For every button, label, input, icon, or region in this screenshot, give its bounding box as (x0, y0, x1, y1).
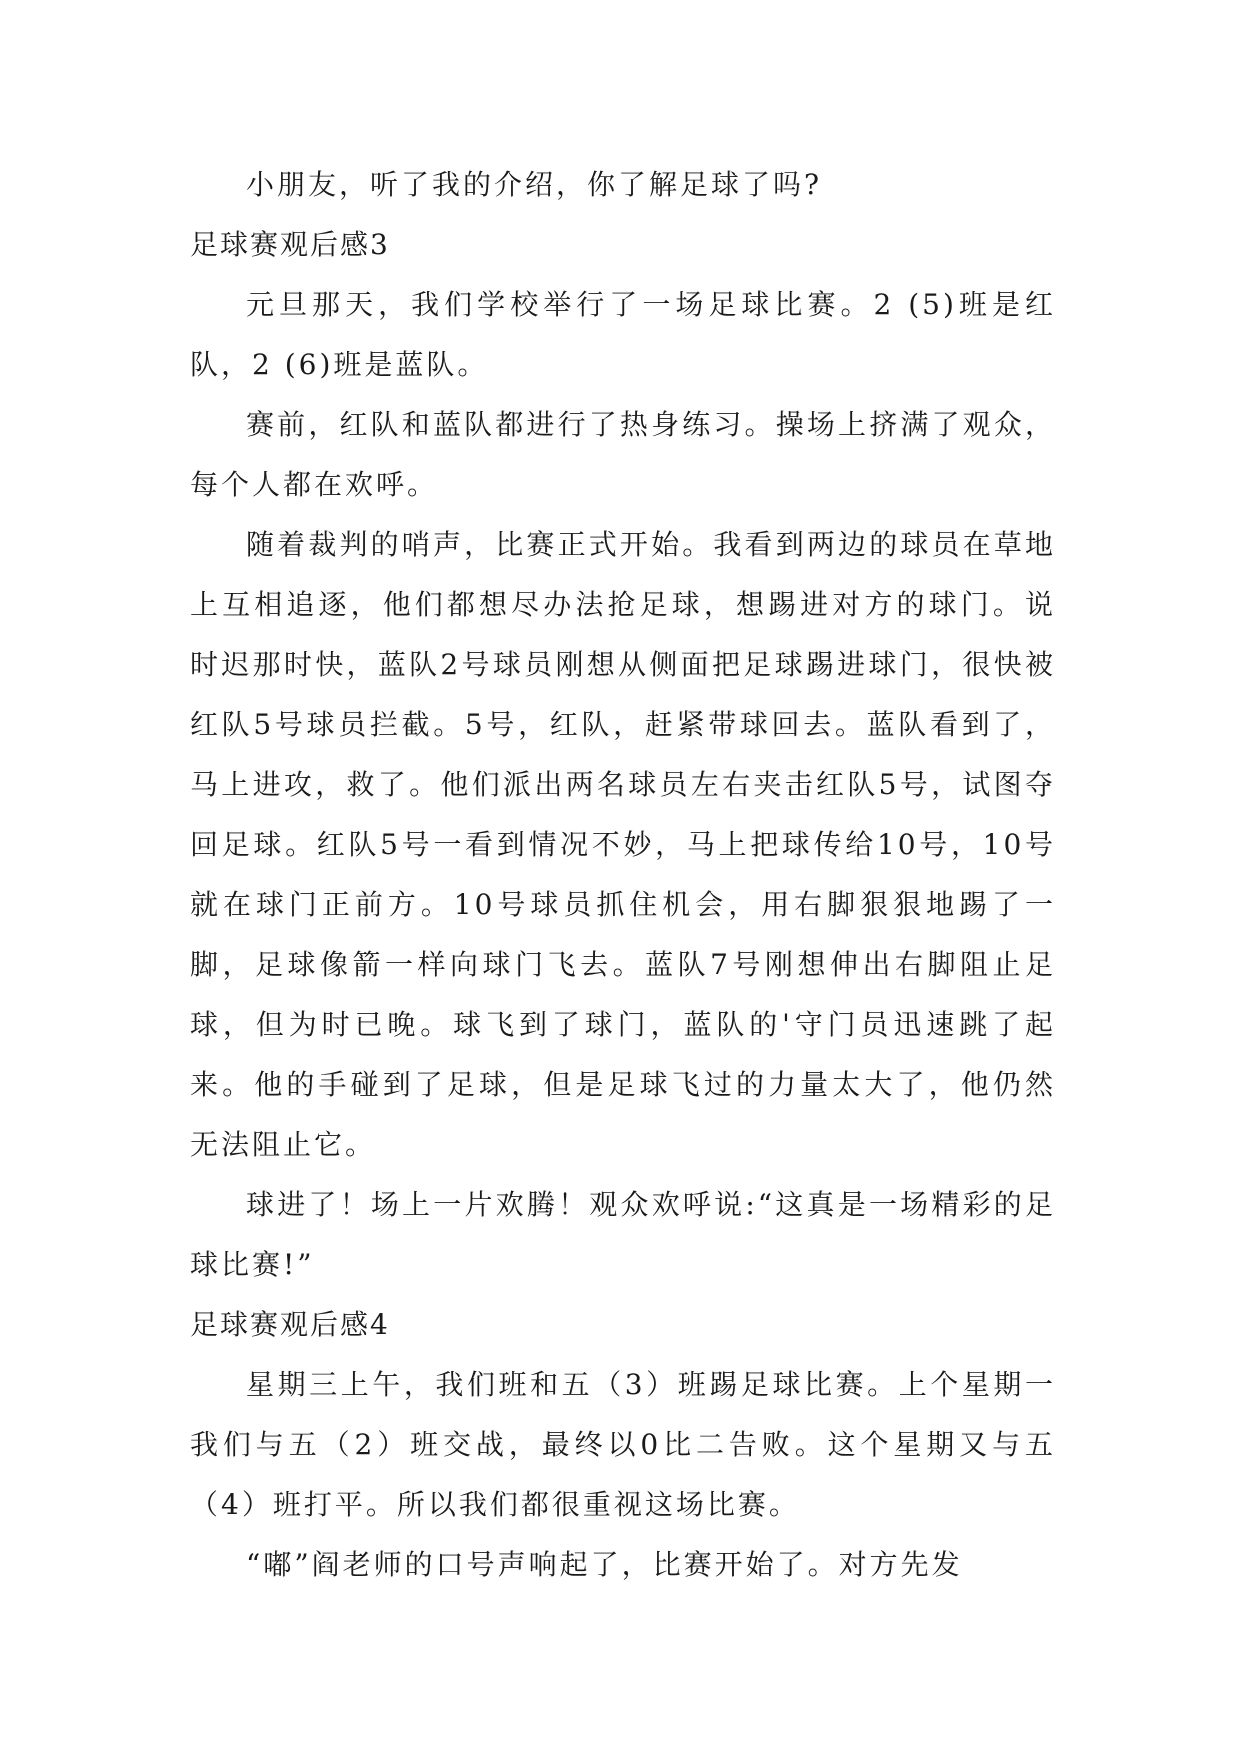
paragraph: 赛前，红队和蓝队都进行了热身练习。操场上挤满了观众，每个人都在欢呼。 (190, 408, 1056, 501)
paragraph: “嘟”阎老师的口号声响起了，比赛开始了。对方先发 (246, 1548, 963, 1581)
document-page (190, 155, 1056, 1595)
paragraph: 随着裁判的哨声，比赛正式开始。我看到两边的球员在草地上互相追逐，他们都想尽办法抢足球，想踢进对方的球门。说时迟那时快，蓝队2号球员刚想从侧面把足球踢进球门，很快被红队5号球员拦截。5号，红队，赶紧带球回去。蓝队看到了，马上进攻，救了。他们派出两名球员左右夹击红队5号，试图夺回足球。红队5号一看到情况不妙，马上把球传给10号，10号就在球门正前方。10号球员抓住机会，用右脚狠狠地踢了一脚，足球像箭一样向球门飞去。蓝队7号刚想伸出右脚阻止足球，但为时已晚。球飞到了球门，蓝队的'守门员迅速跳了起来。他的手碰到了足球，但是足球飞过的力量太大了，他仍然无法阻止它。 (190, 528, 1056, 1161)
paragraph: 元旦那天，我们学校举行了一场足球比赛。2 (5)班是红队，2 (6)班是蓝队。 (190, 288, 1056, 381)
paragraph: 球进了！场上一片欢腾！观众欢呼说:“这真是一场精彩的足球比赛!” (190, 1188, 1056, 1281)
section-heading: 足球赛观后感3 (190, 228, 390, 261)
paragraph: 小朋友，听了我的介绍，你了解足球了吗? (246, 168, 823, 201)
section-heading: 足球赛观后感4 (190, 1308, 390, 1341)
paragraph: 星期三上午，我们班和五（3）班踢足球比赛。上个星期一我们与五（2）班交战，最终以0比二告败。这个星期又与五（4）班打平。所以我们都很重视这场比赛。 (190, 1368, 1056, 1521)
